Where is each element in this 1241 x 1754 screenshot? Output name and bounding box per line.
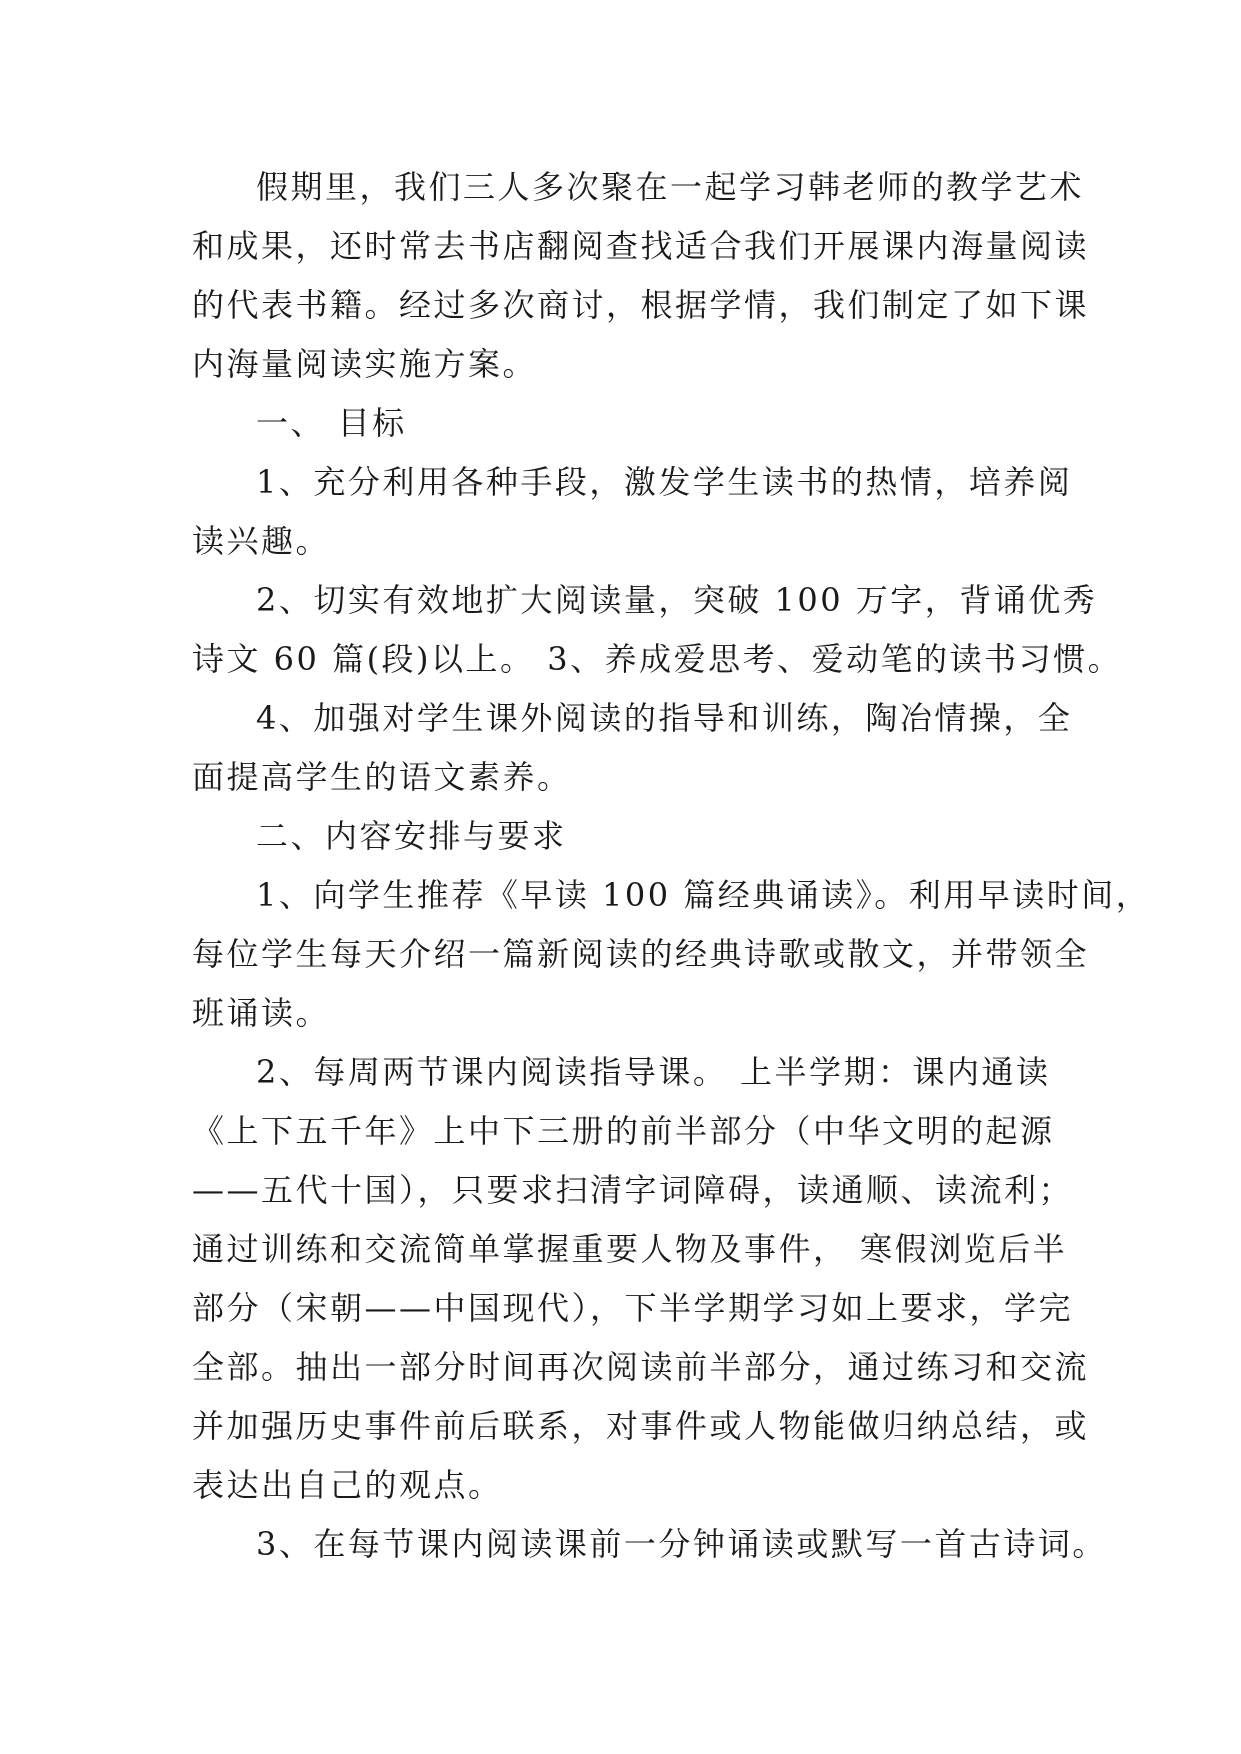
paragraph-line: 班诵读。 (192, 994, 331, 1032)
paragraph-line: 读兴趣。 (192, 522, 331, 560)
content-item-3: 3、在每节课内阅读课前一分钟诵读或默写一首古诗词。 (256, 1525, 1107, 1563)
paragraph-line: 每位学生每天介绍一篇新阅读的经典诗歌或散文，并带领全 (192, 935, 1090, 973)
content-item-1: 1、向学生推荐《早读 100 篇经典诵读》。利用早读时间， (256, 876, 1151, 914)
goal-item-1: 1、充分利用各种手段，激发学生读书的热情，培养阅 (256, 463, 1073, 501)
content-item-2: 2、每周两节课内阅读指导课。 上半学期：课内通读 (256, 1053, 1051, 1091)
paragraph-line: 诗文 60 篇(段)以上。 3、养成爱思考、爱动笔的读书习惯。 (192, 640, 1123, 678)
paragraph-line: 《上下五千年》上中下三册的前半部分（中华文明的起源 (192, 1112, 1055, 1150)
paragraph-line: 假期里，我们三人多次聚在一起学习韩老师的教学艺术 (256, 168, 1085, 206)
paragraph-line: 面提高学生的语文素养。 (192, 758, 572, 796)
paragraph-line: ——五代十国），只要求扫清字词障碍，读通顺、读流利； (192, 1171, 1074, 1209)
paragraph-line: 部分（宋朝——中国现代），下半学期学习如上要求，学完 (192, 1289, 1074, 1327)
section-heading-content: 二、内容安排与要求 (256, 817, 567, 855)
paragraph-line: 内海量阅读实施方案。 (192, 345, 538, 383)
goal-item-4: 4、加强对学生课外阅读的指导和训练，陶冶情操，全 (256, 699, 1073, 737)
paragraph-line: 的代表书籍。经过多次商讨，根据学情，我们制定了如下课 (192, 286, 1090, 324)
paragraph-line: 表达出自己的观点。 (192, 1466, 503, 1504)
paragraph-line: 通过训练和交流简单掌握重要人物及事件， 寒假浏览后半 (192, 1230, 1068, 1268)
paragraph-line: 和成果，还时常去书店翻阅查找适合我们开展课内海量阅读 (192, 227, 1090, 265)
section-heading-goals: 一、 目标 (256, 404, 407, 442)
document-body (192, 158, 1151, 1574)
paragraph-line: 全部。抽出一部分时间再次阅读前半部分，通过练习和交流 (192, 1348, 1090, 1386)
paragraph-line: 并加强历史事件前后联系，对事件或人物能做归纳总结，或 (192, 1407, 1090, 1445)
goal-item-2: 2、切实有效地扩大阅读量，突破 100 万字，背诵优秀 (256, 581, 1098, 619)
